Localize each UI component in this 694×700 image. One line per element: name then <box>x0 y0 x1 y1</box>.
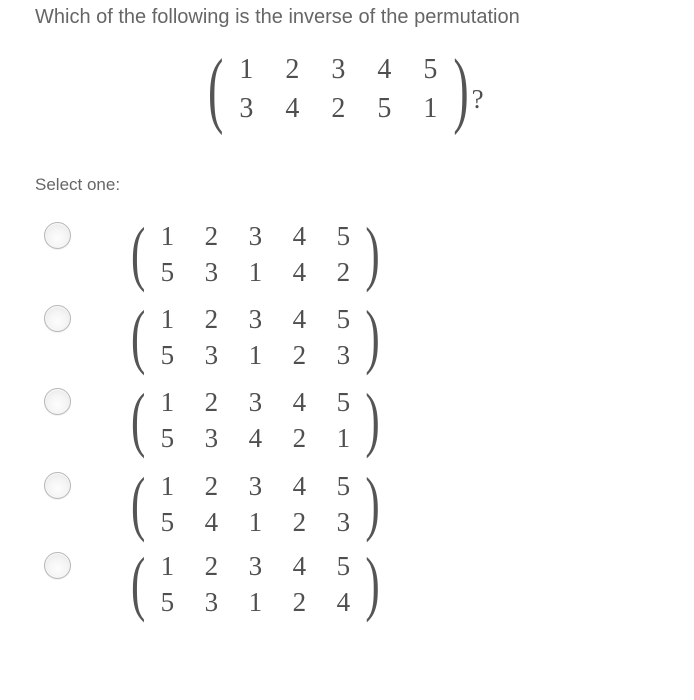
matrix-cell: 5 <box>423 54 438 85</box>
select-one-label: Select one: <box>35 175 121 194</box>
matrix-cell: 1 <box>248 507 263 537</box>
matrix-rows <box>145 548 365 620</box>
matrix-bottom-row <box>145 584 365 620</box>
option-radio-3[interactable] <box>44 388 71 415</box>
matrix-cell: 4 <box>377 54 392 85</box>
answer-option-3 <box>44 380 380 460</box>
matrix-cell: 3 <box>204 587 219 617</box>
option-matrix-2 <box>131 297 380 377</box>
matrix-cell: 1 <box>248 587 263 617</box>
matrix-cell: 3 <box>248 221 263 251</box>
left-paren: ( <box>131 297 146 377</box>
matrix-cell: 2 <box>204 304 219 334</box>
right-paren: ) <box>365 214 380 294</box>
matrix-cell: 1 <box>336 423 351 453</box>
matrix-cell: 5 <box>160 587 175 617</box>
matrix-bottom-row <box>145 337 365 373</box>
matrix-cell: 4 <box>248 423 263 453</box>
matrix-cell: 3 <box>248 387 263 417</box>
matrix-cell: 4 <box>292 471 307 501</box>
matrix-cell: 1 <box>160 551 175 581</box>
right-paren: ) <box>365 380 380 460</box>
option-radio-2[interactable] <box>44 305 71 332</box>
matrix-cell: 3 <box>336 340 351 370</box>
matrix-rows <box>145 468 365 540</box>
right-paren: ) <box>365 297 380 377</box>
matrix-bottom-row <box>223 89 453 128</box>
matrix-cell: 1 <box>248 340 263 370</box>
matrix-cell: 1 <box>160 221 175 251</box>
matrix-cell: 3 <box>204 340 219 370</box>
matrix-rows <box>145 384 365 456</box>
matrix-cell: 2 <box>331 93 346 124</box>
matrix-cell: 2 <box>336 257 351 287</box>
question-text: Which of the following is the inverse of the permutation <box>35 6 520 28</box>
matrix-cell: 5 <box>336 387 351 417</box>
matrix-cell: 5 <box>336 304 351 334</box>
left-paren: ( <box>131 544 146 624</box>
matrix-cell: 4 <box>292 387 307 417</box>
matrix-cell: 2 <box>204 551 219 581</box>
right-paren: ) <box>453 40 469 136</box>
matrix-cell: 5 <box>336 471 351 501</box>
matrix-cell: 3 <box>248 551 263 581</box>
matrix-cell: 2 <box>204 221 219 251</box>
matrix-cell: 3 <box>336 507 351 537</box>
right-paren: ) <box>365 544 380 624</box>
matrix-cell: 4 <box>204 507 219 537</box>
matrix-top-row <box>145 468 365 504</box>
option-radio-1[interactable] <box>44 222 71 249</box>
answer-option-4 <box>44 464 380 544</box>
answer-option-5 <box>44 544 380 624</box>
matrix-cell: 5 <box>160 257 175 287</box>
matrix-cell: 5 <box>336 551 351 581</box>
matrix-cell: 3 <box>204 257 219 287</box>
matrix-cell: 2 <box>204 387 219 417</box>
matrix-cell: 4 <box>292 551 307 581</box>
right-paren: ) <box>365 464 380 544</box>
left-paren: ( <box>131 380 146 460</box>
option-matrix-3 <box>131 380 380 460</box>
answer-option-1 <box>44 214 380 294</box>
option-matrix-4 <box>131 464 380 544</box>
matrix-cell: 2 <box>292 507 307 537</box>
question-mark: ? <box>471 83 484 114</box>
matrix-top-row <box>145 218 365 254</box>
matrix-cell: 3 <box>331 54 346 85</box>
matrix-rows <box>223 50 453 128</box>
matrix-cell: 4 <box>292 304 307 334</box>
matrix-cell: 2 <box>204 471 219 501</box>
matrix-rows <box>145 218 365 290</box>
matrix-cell: 4 <box>292 221 307 251</box>
matrix-cell: 5 <box>160 507 175 537</box>
matrix-cell: 2 <box>292 340 307 370</box>
matrix-cell: 1 <box>239 54 254 85</box>
matrix-rows <box>145 301 365 373</box>
matrix-cell: 3 <box>204 423 219 453</box>
answer-option-2 <box>44 297 380 377</box>
matrix-cell: 5 <box>336 221 351 251</box>
matrix-cell: 3 <box>248 304 263 334</box>
matrix-cell: 1 <box>160 304 175 334</box>
question-permutation-matrix <box>208 40 484 136</box>
matrix-top-row <box>145 548 365 584</box>
option-matrix-1 <box>131 214 380 294</box>
option-radio-4[interactable] <box>44 472 71 499</box>
matrix-top-row <box>145 384 365 420</box>
matrix-bottom-row <box>145 504 365 540</box>
matrix-cell: 5 <box>160 340 175 370</box>
matrix-cell: 2 <box>292 587 307 617</box>
matrix-cell: 1 <box>160 387 175 417</box>
option-radio-5[interactable] <box>44 552 71 579</box>
matrix-top-row <box>223 50 453 89</box>
matrix-cell: 2 <box>292 423 307 453</box>
left-paren: ( <box>208 40 224 136</box>
matrix-cell: 3 <box>248 471 263 501</box>
left-paren: ( <box>131 214 146 294</box>
matrix-cell: 4 <box>285 93 300 124</box>
matrix-cell: 5 <box>160 423 175 453</box>
matrix-bottom-row <box>145 420 365 456</box>
matrix-cell: 1 <box>160 471 175 501</box>
matrix-cell: 4 <box>336 587 351 617</box>
matrix-cell: 1 <box>423 93 438 124</box>
matrix-cell: 4 <box>292 257 307 287</box>
matrix-cell: 2 <box>285 54 300 85</box>
left-paren: ( <box>131 464 146 544</box>
matrix-top-row <box>145 301 365 337</box>
matrix-cell: 5 <box>377 93 392 124</box>
matrix-bottom-row <box>145 254 365 290</box>
option-matrix-5 <box>131 544 380 624</box>
matrix-cell: 1 <box>248 257 263 287</box>
matrix-cell: 3 <box>239 93 254 124</box>
